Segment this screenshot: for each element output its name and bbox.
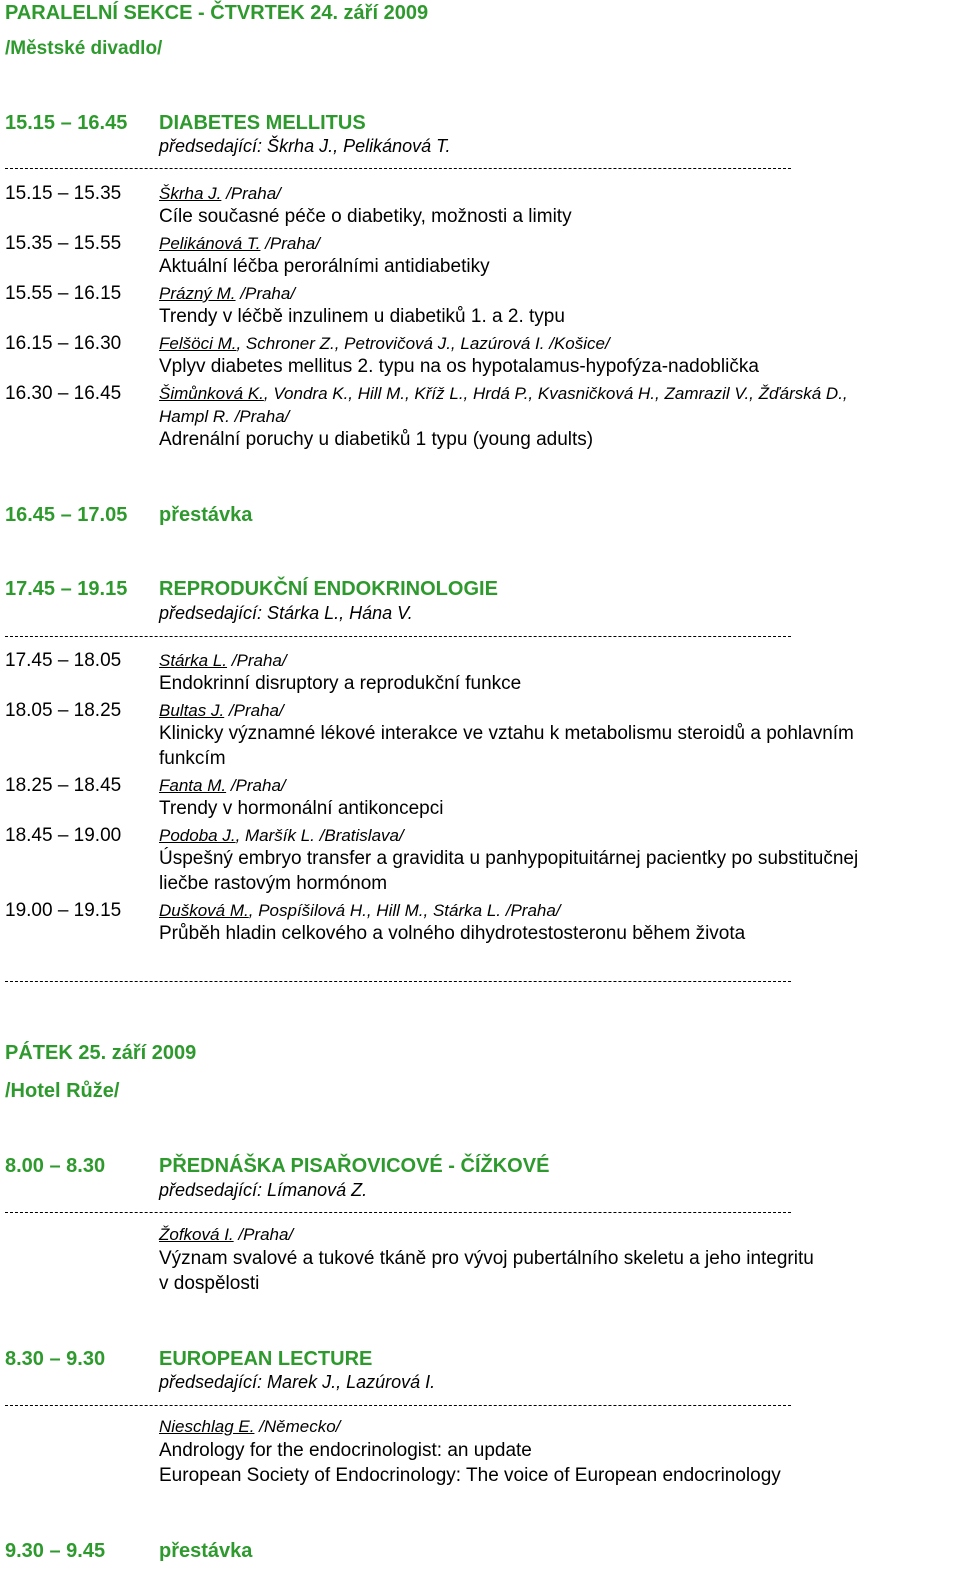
talk-authors	[159, 184, 281, 204]
co-authors: /Praha/	[224, 701, 284, 720]
session-time: 8.00 – 8.30	[5, 1155, 106, 1177]
talk-authors	[159, 384, 848, 404]
talk-authors	[159, 234, 320, 254]
co-authors: /Praha/	[235, 284, 296, 303]
talk-title: Význam svalové a tukové tkáně pro vývoj pubertálního skeletu a jeho integritu	[159, 1248, 814, 1269]
talk-title: Aktuální léčba perorálními antidiabetiky	[159, 256, 490, 277]
co-authors: , Schroner Z., Petrovičová J., Lazúrová I. /Košice/	[236, 334, 610, 353]
co-authors: /Praha/	[260, 234, 320, 253]
session-time: 15.15 – 16.45	[5, 112, 128, 134]
talk-authors	[159, 776, 286, 796]
talk-title: Vplyv diabetes mellitus 2. typu na os hypotalamus-hypofýza-nadoblička	[159, 356, 759, 377]
talk-time: 17.45 – 18.05	[5, 650, 122, 671]
day1-heading: PARALELNÍ SEKCE - ČTVRTEK 24. září 2009	[5, 2, 429, 24]
session-time: 8.30 – 9.30	[5, 1348, 106, 1370]
talk-authors-cont: Hampl R. /Praha/	[159, 407, 290, 426]
session-title: EUROPEAN LECTURE	[159, 1348, 373, 1370]
break-label: přestávka	[159, 504, 253, 526]
talk-title: Cíle současné péče o diabetiky, možnosti a limity	[159, 206, 572, 227]
talk-authors	[159, 284, 295, 304]
talk-authors	[159, 651, 287, 671]
presenting-author: Fanta M.	[159, 776, 227, 795]
presenting-author: Škrha J.	[159, 184, 222, 203]
presenting-author: Stárka L.	[159, 651, 228, 670]
session-title: PŘEDNÁŠKA PISAŘOVICOVÉ - ČÍŽKOVÉ	[159, 1155, 550, 1177]
talk-title: Endokrinní disruptory a reprodukční funkce	[159, 673, 522, 694]
session-time: 17.45 – 19.15	[5, 578, 128, 600]
day1-venue: /Městské divadlo/	[5, 38, 163, 59]
break-label: přestávka	[159, 1540, 253, 1562]
talk-time: 15.35 – 15.55	[5, 233, 122, 254]
presenting-author: Šimůnková K.	[159, 384, 264, 403]
talk-title: Andrology for the endocrinologist: an update	[159, 1440, 532, 1461]
session-title: DIABETES MELLITUS	[159, 112, 366, 134]
talk-title: Klinicky významné lékové interakce ve vztahu k metabolismu steroidů a pohlavním	[159, 723, 854, 744]
talk-authors	[159, 826, 404, 846]
talk-title-cont: liečbe rastovým hormónom	[159, 873, 388, 894]
talk-title: Trendy v léčbě inzulinem u diabetiků 1. a 2. typu	[159, 306, 565, 327]
talk-authors	[159, 1225, 293, 1245]
divider	[5, 636, 791, 637]
talk-title: Trendy v hormonální antikoncepci	[159, 798, 444, 819]
presenting-author: Dušková M.	[159, 901, 249, 920]
session-chairs: předsedající: Stárka L., Hána V.	[159, 603, 413, 623]
talk-title-cont: v dospělosti	[159, 1273, 260, 1294]
presenting-author: Podoba J.	[159, 826, 236, 845]
talk-authors	[159, 334, 610, 354]
talk-time: 18.05 – 18.25	[5, 700, 122, 721]
talk-time: 19.00 – 19.15	[5, 900, 122, 921]
talk-time: 18.25 – 18.45	[5, 775, 122, 796]
day2-heading: PÁTEK 25. září 2009	[5, 1042, 197, 1064]
talk-title-cont: European Society of Endocrinology: The voice of European endocrinology	[159, 1465, 781, 1486]
divider	[5, 1405, 791, 1406]
divider	[5, 168, 791, 169]
co-authors: /Praha/	[226, 776, 286, 795]
talk-authors	[159, 1417, 340, 1437]
talk-title: Úspešný embryo transfer a gravidita u panhypopituitárnej pacientky po substitučnej	[159, 848, 859, 869]
talk-title: Průběh hladin celkového a volného dihydrotestosteronu během života	[159, 923, 746, 944]
talk-title: Adrenální poruchy u diabetiků 1 typu (young adults)	[159, 429, 594, 450]
session-chairs: předsedající: Marek J., Lazúrová I.	[159, 1372, 436, 1392]
co-authors: /Praha/	[221, 184, 281, 203]
break-time: 9.30 – 9.45	[5, 1540, 106, 1562]
talk-time: 16.15 – 16.30	[5, 333, 122, 354]
divider	[5, 1212, 791, 1213]
presenting-author: Bultas J.	[159, 701, 225, 720]
divider	[5, 981, 791, 982]
talk-title-cont: funkcím	[159, 748, 226, 769]
session-chairs: předsedající: Límanová Z.	[159, 1180, 368, 1200]
co-authors: , Maršík L. /Bratislava/	[235, 826, 404, 845]
talk-time: 18.45 – 19.00	[5, 825, 122, 846]
presenting-author: Nieschlag E.	[159, 1417, 255, 1436]
talk-time: 15.15 – 15.35	[5, 183, 122, 204]
presenting-author: Felšöci M.	[159, 334, 237, 353]
co-authors: , Pospíšilová H., Hill M., Stárka L. /Praha/	[248, 901, 561, 920]
talk-authors	[159, 901, 561, 921]
co-authors: /Německo/	[254, 1417, 341, 1436]
presenting-author: Pelikánová T.	[159, 234, 261, 253]
co-authors: , Vondra K., Hill M., Kříž L., Hrdá P., Kvasničková H., Zamrazil V., Žďárská D.,	[263, 384, 848, 403]
talk-time: 15.55 – 16.15	[5, 283, 122, 304]
presenting-author: Žofková I.	[159, 1225, 234, 1244]
session-title: REPRODUKČNÍ ENDOKRINOLOGIE	[159, 578, 498, 600]
session-chairs: předsedající: Škrha J., Pelikánová T.	[159, 136, 451, 156]
presenting-author: Prázný M.	[159, 284, 236, 303]
talk-authors	[159, 701, 284, 721]
talk-time: 16.30 – 16.45	[5, 383, 122, 404]
break-time: 16.45 – 17.05	[5, 504, 128, 526]
co-authors: /Praha/	[233, 1225, 294, 1244]
day2-venue: /Hotel Růže/	[5, 1080, 120, 1102]
co-authors: /Praha/	[227, 651, 287, 670]
